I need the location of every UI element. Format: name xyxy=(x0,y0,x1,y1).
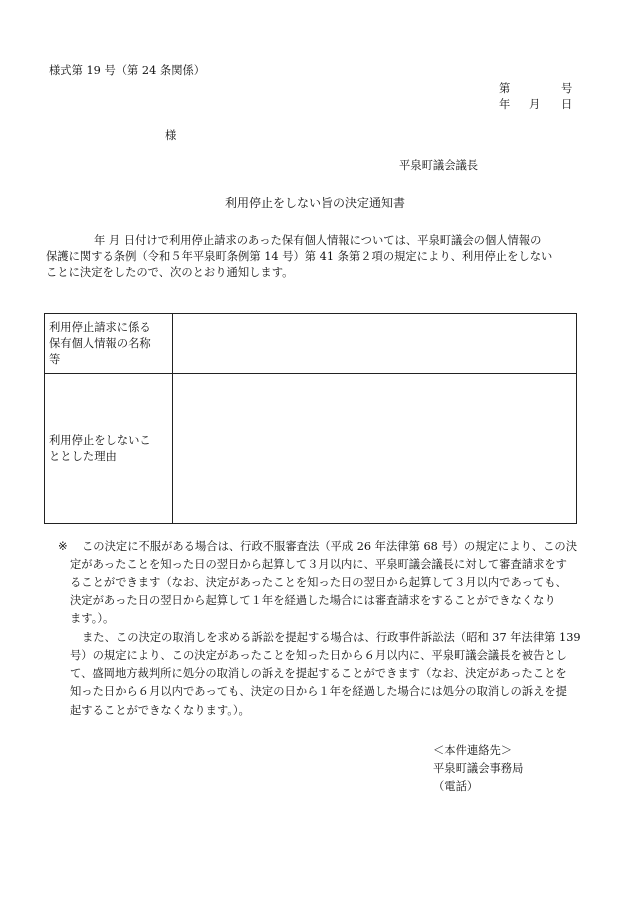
body-line: 保護に関する条例（令和５年平泉町条例第 14 号）第 41 条第２項の規定により、利用停止をしない xyxy=(46,250,553,263)
note-line: 号）の規定により、この決定があったことを知った日から６月以内に、平泉町議会議長を被告とし xyxy=(70,649,567,662)
date-year: 年 xyxy=(499,98,511,111)
form-number: 様式第 19 号（第 24 条関係） xyxy=(49,64,206,77)
note-line: て、盛岡地方裁判所に処分の取消しの訴えを提起することができます（なお、決定があったことを xyxy=(70,667,567,680)
contact-heading: ＜本件連絡先＞ xyxy=(433,744,513,757)
document-title: 利用停止をしない旨の決定通知書 xyxy=(224,196,405,210)
body-line: 年 月 日付けで利用停止請求のあった保有個人情報については、平泉町議会の個人情報の xyxy=(94,234,542,247)
value-reason xyxy=(173,374,577,524)
info-table xyxy=(44,313,577,524)
note-line: この決定に不服がある場合は、行政不服審査法（平成 26 年法律第 68 号）の規定により、この決 xyxy=(82,540,577,553)
doc-number-prefix: 第 xyxy=(499,82,511,95)
date-month: 月 xyxy=(529,98,541,111)
sender: 平泉町議会議長 xyxy=(399,159,479,172)
note-mark: ※ xyxy=(58,540,68,553)
doc-number-suffix: 号 xyxy=(561,82,573,95)
note-line: 決定があった日の翌日から起算して１年を経過した場合には審査請求をすることができなくなり xyxy=(70,594,556,607)
contact-phone: （電話） xyxy=(433,780,479,793)
contact-office: 平泉町議会事務局 xyxy=(433,762,524,775)
note-line: 起することができなくなります。）。 xyxy=(70,704,250,717)
date-day: 日 xyxy=(561,98,573,111)
note-line: 定があったことを知った日の翌日から起算して３月以内に、平泉町議会議長に対して審査請求をす xyxy=(70,558,567,571)
note-line: ることができます（なお、決定があったことを知った日の翌日から起算して３月以内であっても、 xyxy=(70,576,567,589)
label-reason: 利用停止をしないこ ととした理由 xyxy=(45,374,173,524)
table-row xyxy=(45,314,577,374)
note-line: ます。）。 xyxy=(70,612,115,625)
value-information-name xyxy=(173,314,577,374)
addressee: 様 xyxy=(165,129,177,142)
note-line: また、この決定の取消しを求める訴訟を提起する場合は、行政事件訴訟法（昭和 37 年法律第 139 xyxy=(82,631,581,644)
table-row xyxy=(45,374,577,524)
label-information-name: 利用停止請求に係る 保有個人情報の名称 等 xyxy=(45,314,173,374)
body-line: ことに決定をしたので、次のとおり通知します。 xyxy=(46,266,294,279)
note-line: 知った日から６月以内であっても、決定の日から１年を経過した場合には処分の取消しの訴えを提 xyxy=(70,685,567,698)
